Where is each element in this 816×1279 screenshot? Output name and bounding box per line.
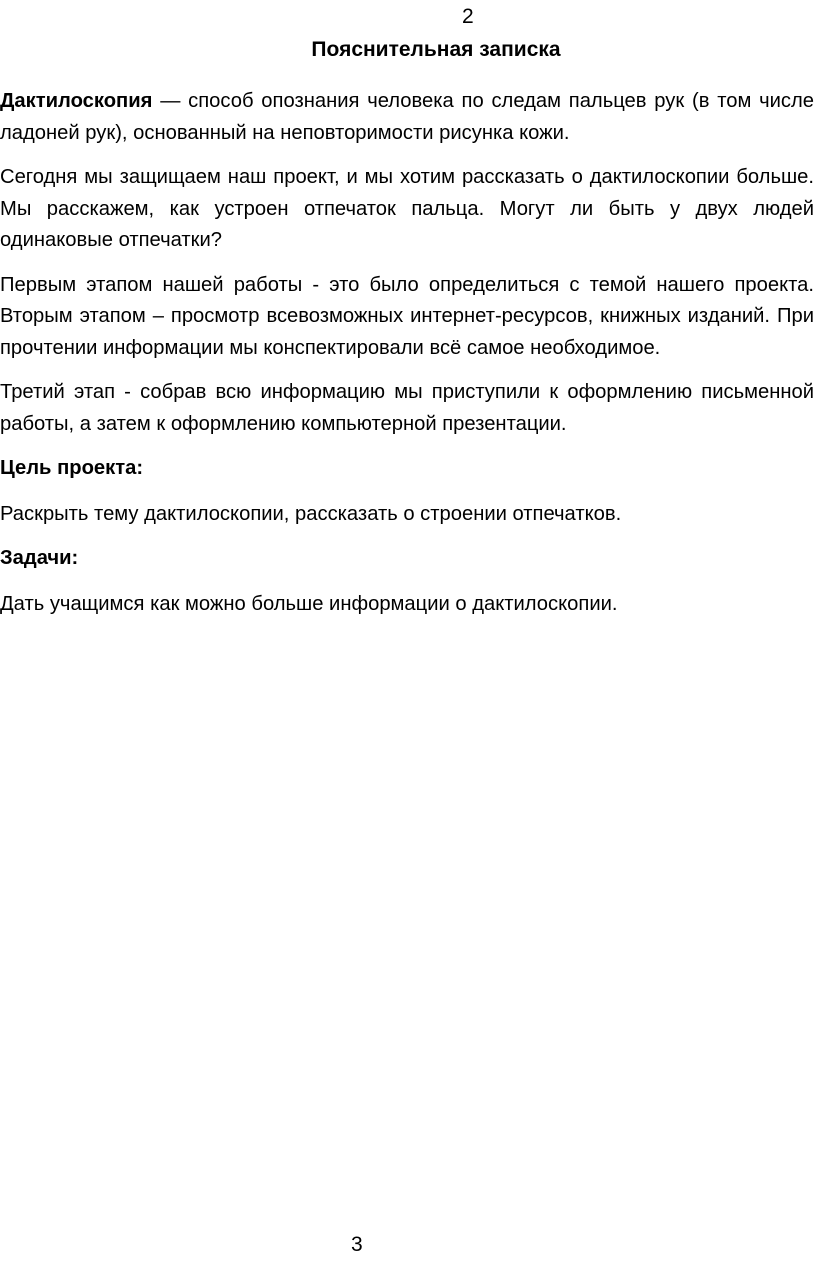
document-body	[0, 86, 814, 633]
document-title-container	[0, 36, 676, 64]
page-number-top: 2	[462, 5, 474, 28]
paragraph-project-intro: Сегодня мы защищаем наш проект, и мы хотим рассказать о дактилоскопии больше. Мы расскажем, как устроен отпечаток пальца. Могут ли быть у двух людей одинаковые отпечатки?	[0, 166, 814, 251]
paragraph-third-stage: Третий этап - собрав всю информацию мы приступили к оформлению письменной работы, а затем к оформлению компьютерной презентации.	[0, 381, 814, 435]
tasks-text: Дать учащимся как можно больше информации о дактилоскопии.	[0, 592, 618, 615]
intro-definition: — способ опознания человека по следам пальцев рук (в том числе ладоней рук), основанный на неповторимости рисунка кожи.	[0, 90, 814, 144]
goal-heading: Цель проекта:	[0, 457, 144, 479]
intro-paragraph	[0, 86, 814, 149]
goal-text: Раскрыть тему дактилоскопии, рассказать о строении отпечатков.	[0, 502, 622, 525]
intro-term: Дактилоскопия	[0, 90, 153, 112]
page-number-bottom: 3	[351, 1233, 363, 1256]
paragraph-stages: Первым этапом нашей работы - это было определиться с темой нашего проекта. Вторым этапом – просмотр всевозможных интернет-ресурсов, книжных изданий. При прочтении информации мы конспектировали всё самое необходимое.	[0, 273, 814, 359]
tasks-heading: Задачи:	[0, 547, 79, 569]
document-title: Пояснительная записка	[311, 38, 561, 61]
